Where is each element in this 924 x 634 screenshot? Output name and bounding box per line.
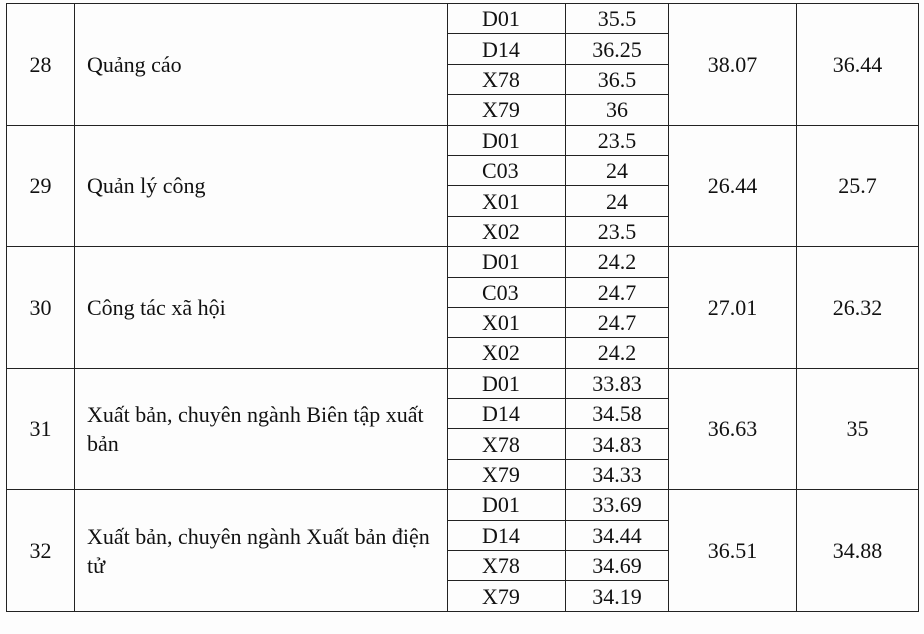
subject-combination-score: 34.69 xyxy=(566,551,669,581)
score-column-6: 34.88 xyxy=(797,490,919,612)
subject-combination-score: 34.19 xyxy=(566,581,669,611)
score-column-6: 35 xyxy=(797,368,919,490)
row-number: 29 xyxy=(7,125,75,247)
subject-combination-code: X02 xyxy=(448,216,566,246)
score-column-6: 25.7 xyxy=(797,125,919,247)
major-name: Quảng cáo xyxy=(75,4,448,126)
subject-combination-code: D01 xyxy=(448,368,566,398)
subject-combination-code: X79 xyxy=(448,95,566,125)
subject-combination-score: 24 xyxy=(566,155,669,185)
row-number: 30 xyxy=(7,247,75,369)
table-row xyxy=(7,247,919,277)
subject-combination-score: 34.33 xyxy=(566,459,669,489)
subject-combination-score: 35.5 xyxy=(566,4,669,34)
subject-combination-score: 23.5 xyxy=(566,216,669,246)
row-number: 31 xyxy=(7,368,75,490)
table-row xyxy=(7,125,919,155)
subject-combination-score: 34.58 xyxy=(566,399,669,429)
subject-combination-code: X01 xyxy=(448,186,566,216)
subject-combination-score: 33.83 xyxy=(566,368,669,398)
subject-combination-score: 23.5 xyxy=(566,125,669,155)
subject-combination-code: C03 xyxy=(448,277,566,307)
subject-combination-code: C03 xyxy=(448,155,566,185)
subject-combination-score: 24.2 xyxy=(566,247,669,277)
subject-combination-code: X79 xyxy=(448,459,566,489)
subject-combination-score: 36.25 xyxy=(566,34,669,64)
table-row xyxy=(7,4,919,34)
major-name: Công tác xã hội xyxy=(75,247,448,369)
major-name: Xuất bản, chuyên ngành Biên tập xuất bản xyxy=(75,368,448,490)
subject-combination-code: X79 xyxy=(448,581,566,611)
score-column-6: 26.32 xyxy=(797,247,919,369)
major-name: Quản lý công xyxy=(75,125,448,247)
score-column-6: 36.44 xyxy=(797,4,919,126)
subject-combination-score: 36.5 xyxy=(566,64,669,94)
score-column-5: 27.01 xyxy=(669,247,797,369)
subject-combination-code: X78 xyxy=(448,429,566,459)
subject-combination-code: X78 xyxy=(448,64,566,94)
subject-combination-code: D01 xyxy=(448,4,566,34)
subject-combination-score: 33.69 xyxy=(566,490,669,520)
subject-combination-code: X78 xyxy=(448,551,566,581)
subject-combination-code: D01 xyxy=(448,490,566,520)
subject-combination-score: 36 xyxy=(566,95,669,125)
subject-combination-score: 24.7 xyxy=(566,307,669,337)
table-row xyxy=(7,490,919,520)
row-number: 32 xyxy=(7,490,75,612)
subject-combination-code: X01 xyxy=(448,307,566,337)
score-column-5: 26.44 xyxy=(669,125,797,247)
subject-combination-score: 34.83 xyxy=(566,429,669,459)
score-column-5: 38.07 xyxy=(669,4,797,126)
subject-combination-code: D01 xyxy=(448,247,566,277)
table-row xyxy=(7,368,919,398)
score-column-5: 36.51 xyxy=(669,490,797,612)
admission-score-table xyxy=(6,3,919,612)
subject-combination-code: D14 xyxy=(448,520,566,550)
row-number: 28 xyxy=(7,4,75,126)
subject-combination-code: D14 xyxy=(448,399,566,429)
subject-combination-code: X02 xyxy=(448,338,566,368)
score-column-5: 36.63 xyxy=(669,368,797,490)
subject-combination-score: 24 xyxy=(566,186,669,216)
subject-combination-code: D14 xyxy=(448,34,566,64)
subject-combination-score: 24.2 xyxy=(566,338,669,368)
subject-combination-score: 24.7 xyxy=(566,277,669,307)
major-name: Xuất bản, chuyên ngành Xuất bản điện tử xyxy=(75,490,448,612)
subject-combination-code: D01 xyxy=(448,125,566,155)
subject-combination-score: 34.44 xyxy=(566,520,669,550)
